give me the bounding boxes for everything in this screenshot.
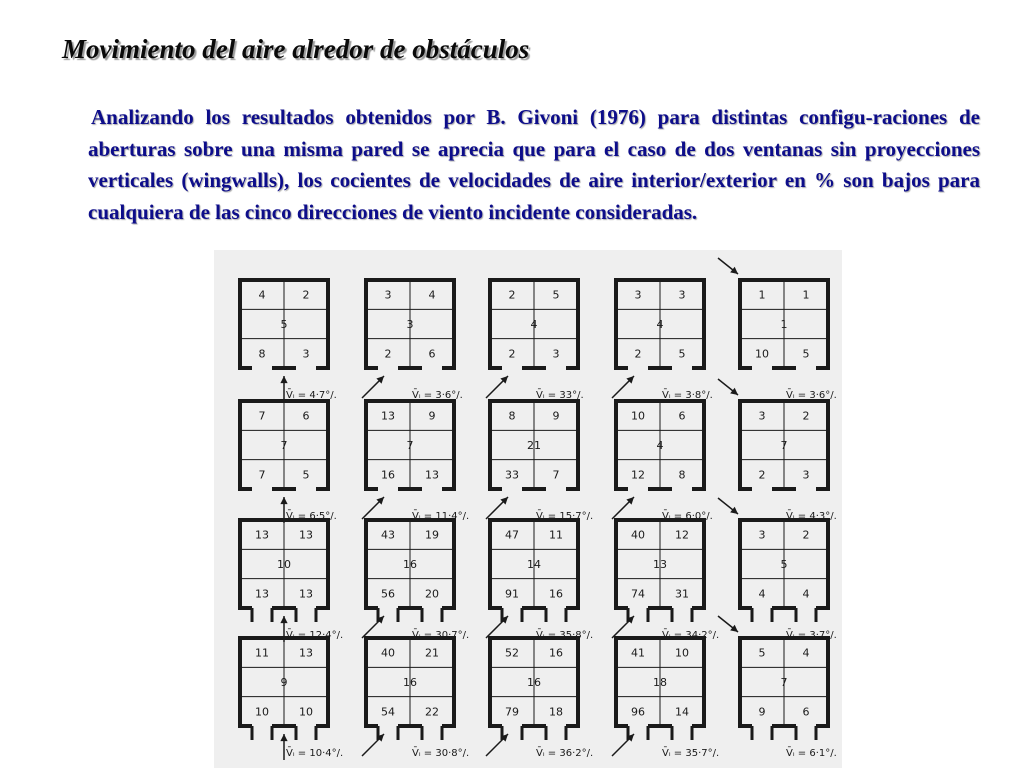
wind-arrow-head (280, 616, 287, 623)
vi-label: V̄ᵢ = 3·6°/. (412, 390, 463, 401)
window-opening (628, 723, 648, 729)
velocity-value: 6 (428, 347, 436, 361)
window-opening (378, 365, 398, 371)
velocity-value: 3 (758, 409, 766, 423)
vi-label: V̄ᵢ = 33°/. (536, 390, 584, 401)
velocity-value: 10 (277, 558, 291, 571)
window-opening (296, 486, 316, 492)
velocity-value: 3 (634, 288, 642, 302)
window-opening (296, 723, 316, 729)
velocity-value: 18 (653, 676, 667, 689)
velocity-value: 2 (802, 409, 810, 423)
figure-svg (214, 250, 842, 768)
velocity-value: 19 (425, 528, 439, 542)
window-opening (422, 486, 442, 492)
velocity-value: 43 (381, 528, 395, 542)
slide-title: Movimiento del aire alredor de obstáculos (62, 34, 530, 64)
velocity-value: 13 (425, 468, 439, 482)
velocity-value: 18 (549, 705, 563, 719)
velocity-value: 9 (552, 409, 560, 423)
vi-label: V̄ᵢ = 3·6°/. (786, 390, 837, 401)
window-opening (796, 723, 816, 729)
velocity-value: 74 (631, 587, 645, 601)
vi-label: V̄ᵢ = 3·8°/. (662, 390, 713, 401)
window-opening (502, 365, 522, 371)
velocity-value: 5 (678, 347, 686, 361)
velocity-value: 10 (631, 409, 645, 423)
vi-label: V̄ᵢ = 11·4°/. (412, 511, 470, 522)
velocity-value: 5 (280, 318, 288, 331)
window-opening (296, 605, 316, 611)
window-opening (252, 486, 272, 492)
velocity-value: 2 (508, 288, 516, 302)
velocity-value: 7 (258, 468, 266, 482)
window-opening (252, 365, 272, 371)
velocity-value: 5 (780, 558, 788, 571)
velocity-value: 3 (406, 318, 414, 331)
velocity-value: 10 (299, 705, 313, 719)
velocity-value: 91 (505, 587, 519, 601)
vi-label: V̄ᵢ = 6·1°/. (786, 748, 837, 759)
velocity-value: 31 (675, 587, 689, 601)
velocity-value: 11 (255, 646, 269, 660)
velocity-value: 8 (258, 347, 266, 361)
velocity-value: 41 (631, 646, 645, 660)
velocity-value: 40 (631, 528, 645, 542)
velocity-value: 12 (675, 528, 689, 542)
velocity-value: 14 (527, 558, 541, 571)
window-opening (752, 605, 772, 611)
velocity-value: 7 (258, 409, 266, 423)
velocity-value: 8 (678, 468, 686, 482)
velocity-value: 14 (675, 705, 689, 719)
velocity-value: 2 (758, 468, 766, 482)
velocity-value: 3 (552, 347, 560, 361)
velocity-value: 5 (302, 468, 310, 482)
velocity-value: 4 (258, 288, 266, 302)
velocity-value: 54 (381, 705, 395, 719)
velocity-value: 12 (631, 468, 645, 482)
velocity-value: 6 (678, 409, 686, 423)
vi-label: V̄ᵢ = 6·0°/. (662, 511, 713, 522)
velocity-value: 13 (255, 528, 269, 542)
velocity-value: 4 (802, 587, 810, 601)
velocity-value: 13 (299, 528, 313, 542)
vi-label: V̄ᵢ = 15·7°/. (536, 511, 594, 522)
window-opening (422, 723, 442, 729)
vi-label: V̄ᵢ = 6·5°/. (286, 511, 337, 522)
velocity-value: 4 (758, 587, 766, 601)
velocity-value: 21 (527, 439, 541, 452)
window-opening (752, 723, 772, 729)
window-opening (378, 605, 398, 611)
window-opening (546, 365, 566, 371)
velocity-value: 3 (302, 347, 310, 361)
velocity-value: 1 (758, 288, 766, 302)
velocity-value: 40 (381, 646, 395, 660)
vi-label: V̄ᵢ = 3·7°/. (786, 630, 837, 641)
givoni-figure (214, 250, 842, 768)
velocity-value: 3 (758, 528, 766, 542)
velocity-value: 10 (675, 646, 689, 660)
velocity-value: 7 (552, 468, 560, 482)
velocity-value: 13 (653, 558, 667, 571)
velocity-value: 1 (780, 318, 788, 331)
velocity-value: 7 (780, 439, 788, 452)
window-opening (796, 605, 816, 611)
window-opening (752, 486, 772, 492)
velocity-value: 9 (758, 705, 766, 719)
window-opening (672, 486, 692, 492)
vi-label: V̄ᵢ = 12·4°/. (286, 630, 344, 641)
velocity-value: 2 (634, 347, 642, 361)
velocity-value: 96 (631, 705, 645, 719)
velocity-value: 3 (678, 288, 686, 302)
window-opening (422, 605, 442, 611)
velocity-value: 3 (802, 468, 810, 482)
velocity-value: 7 (406, 439, 414, 452)
window-opening (502, 486, 522, 492)
velocity-value: 5 (758, 646, 766, 660)
window-opening (296, 365, 316, 371)
velocity-value: 4 (656, 439, 664, 452)
velocity-value: 11 (549, 528, 563, 542)
window-opening (628, 486, 648, 492)
window-opening (628, 365, 648, 371)
velocity-value: 16 (403, 558, 417, 571)
velocity-value: 13 (255, 587, 269, 601)
window-opening (546, 605, 566, 611)
velocity-value: 2 (802, 528, 810, 542)
window-opening (252, 723, 272, 729)
velocity-value: 10 (255, 705, 269, 719)
velocity-value: 7 (780, 676, 788, 689)
vi-label: V̄ᵢ = 4·7°/. (286, 390, 337, 401)
velocity-value: 52 (505, 646, 519, 660)
velocity-value: 33 (505, 468, 519, 482)
velocity-value: 4 (656, 318, 664, 331)
velocity-value: 6 (302, 409, 310, 423)
velocity-value: 21 (425, 646, 439, 660)
window-opening (422, 365, 442, 371)
window-opening (378, 486, 398, 492)
velocity-value: 3 (384, 288, 392, 302)
vi-label: V̄ᵢ = 34·2°/. (662, 630, 720, 641)
velocity-value: 79 (505, 705, 519, 719)
window-opening (502, 723, 522, 729)
slide-paragraph: Analizando los resultados obtenidos por B. Givoni (1976) para distintas configu-raciones de aberturas sobre una misma pared se aprecia que para el caso de dos ventanas sin proyecciones verticales (wingwalls), los cocientes de velocidades de aire interior/exterior en % son bajos para cualquiera de las cinco direcciones de viento incidente consideradas. (88, 105, 980, 224)
vi-label: V̄ᵢ = 30·8°/. (412, 748, 470, 759)
velocity-value: 47 (505, 528, 519, 542)
velocity-value: 20 (425, 587, 439, 601)
velocity-value: 10 (755, 347, 769, 361)
velocity-value: 4 (802, 646, 810, 660)
velocity-value: 16 (527, 676, 541, 689)
velocity-value: 6 (802, 705, 810, 719)
velocity-value: 16 (403, 676, 417, 689)
window-opening (796, 486, 816, 492)
vi-label: V̄ᵢ = 35·7°/. (662, 748, 720, 759)
velocity-value: 4 (428, 288, 436, 302)
window-opening (796, 365, 816, 371)
velocity-value: 13 (299, 587, 313, 601)
window-opening (672, 365, 692, 371)
velocity-value: 5 (552, 288, 560, 302)
velocity-value: 9 (280, 676, 288, 689)
velocity-value: 16 (549, 646, 563, 660)
window-opening (378, 723, 398, 729)
velocity-value: 1 (802, 288, 810, 302)
velocity-value: 8 (508, 409, 516, 423)
velocity-value: 5 (802, 347, 810, 361)
vi-label: V̄ᵢ = 36·2°/. (536, 748, 594, 759)
vi-label: V̄ᵢ = 35·8°/. (536, 630, 594, 641)
velocity-value: 4 (530, 318, 538, 331)
window-opening (546, 723, 566, 729)
velocity-value: 9 (428, 409, 436, 423)
window-opening (502, 605, 522, 611)
velocity-value: 13 (299, 646, 313, 660)
velocity-value: 22 (425, 705, 439, 719)
wind-arrow-head (280, 497, 287, 504)
vi-label: V̄ᵢ = 10·4°/. (286, 748, 344, 759)
velocity-value: 16 (381, 468, 395, 482)
velocity-value: 2 (508, 347, 516, 361)
velocity-value: 7 (280, 439, 288, 452)
vi-label: V̄ᵢ = 30·7°/. (412, 630, 470, 641)
wind-arrow-head (280, 376, 287, 383)
velocity-value: 16 (549, 587, 563, 601)
window-opening (752, 365, 772, 371)
window-opening (672, 605, 692, 611)
velocity-value: 2 (384, 347, 392, 361)
velocity-value: 13 (381, 409, 395, 423)
vi-label: V̄ᵢ = 4·3°/. (786, 511, 837, 522)
window-opening (252, 605, 272, 611)
wind-arrow-head (280, 734, 287, 741)
velocity-value: 2 (302, 288, 310, 302)
window-opening (546, 486, 566, 492)
window-opening (672, 723, 692, 729)
velocity-value: 56 (381, 587, 395, 601)
window-opening (628, 605, 648, 611)
